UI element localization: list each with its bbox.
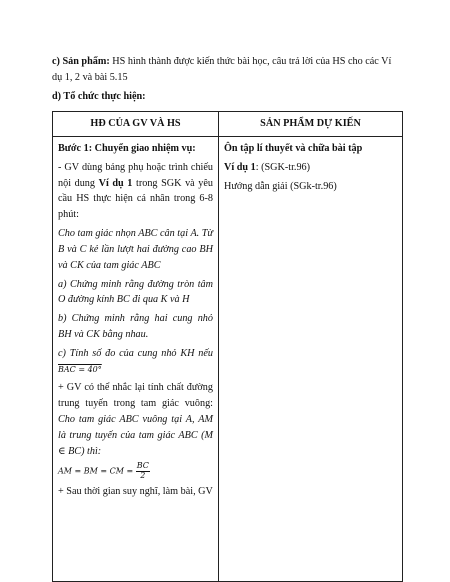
- right-cell: [219, 137, 403, 582]
- part-a: a) Chứng minh rằng đường tròn tâm O đường kính BC đi qua K và H: [58, 278, 213, 306]
- activity-table: [52, 111, 403, 582]
- header-teacher-student: HĐ CỦA GV VÀ HS: [53, 112, 219, 137]
- step-title: Bước 1: Chuyển giao nhiệm vụ:: [58, 143, 196, 154]
- table-header-row: [53, 112, 403, 137]
- left-cell: [53, 137, 219, 582]
- organization-heading: [52, 89, 404, 105]
- organization-label: d) Tổ chức thực hiện:: [52, 91, 146, 102]
- median-formula: AM = BM = CM = $\frac{BC}{2}$: [58, 461, 149, 481]
- solution-guide: Hướng dẫn giải (SGk-tr.96): [224, 180, 337, 192]
- part-c: c) Tính số đo của cung nhỏ KH nếu BAC = 40°: [58, 347, 213, 374]
- next-step-text: + Sau thời gian suy nghĩ, làm bài, GV: [58, 486, 213, 498]
- product-label: c) Sản phẩm:: [52, 56, 110, 67]
- task-text: - GV dùng bảng phụ hoặc trình chiếu nội dung Ví dụ 1 trong SGK và yêu cầu HS thực hiện cá nhân trong 6-8 phút:: [58, 161, 213, 221]
- fraction: $\frac{BC}{2}$: [136, 461, 149, 481]
- table-row: [53, 137, 403, 582]
- part-b: b) Chứng minh rằng hai cung nhỏ BH và CK bằng nhau.: [58, 313, 213, 340]
- right-title: Ôn tập lí thuyết và chữa bài tập: [224, 143, 363, 154]
- product-text: HS hình thành được kiến thức bài học, câu trả lời của HS cho các Ví dụ 1, 2 và bài 5.15: [52, 56, 392, 83]
- header-expected-product: SẢN PHẨM DỰ KIẾN: [219, 112, 403, 137]
- problem-statement: Cho tam giác nhọn ABC cân tại A. Từ B và C kẻ lần lượt hai đường cao BH và CK của tam giác ABC: [58, 228, 213, 271]
- angle-value: BAC = 40°: [58, 364, 102, 374]
- reminder: + GV có thể nhắc lại tính chất đường trung tuyến trong tam giác vuông: Cho tam giác ABC vuông tại A, AM là trung tuyến của tam giác ABC (M ∈ BC) thì:: [58, 382, 213, 457]
- example-ref: Ví dụ 1: (SGK-tr.96): [224, 161, 311, 173]
- product-paragraph: [52, 54, 404, 86]
